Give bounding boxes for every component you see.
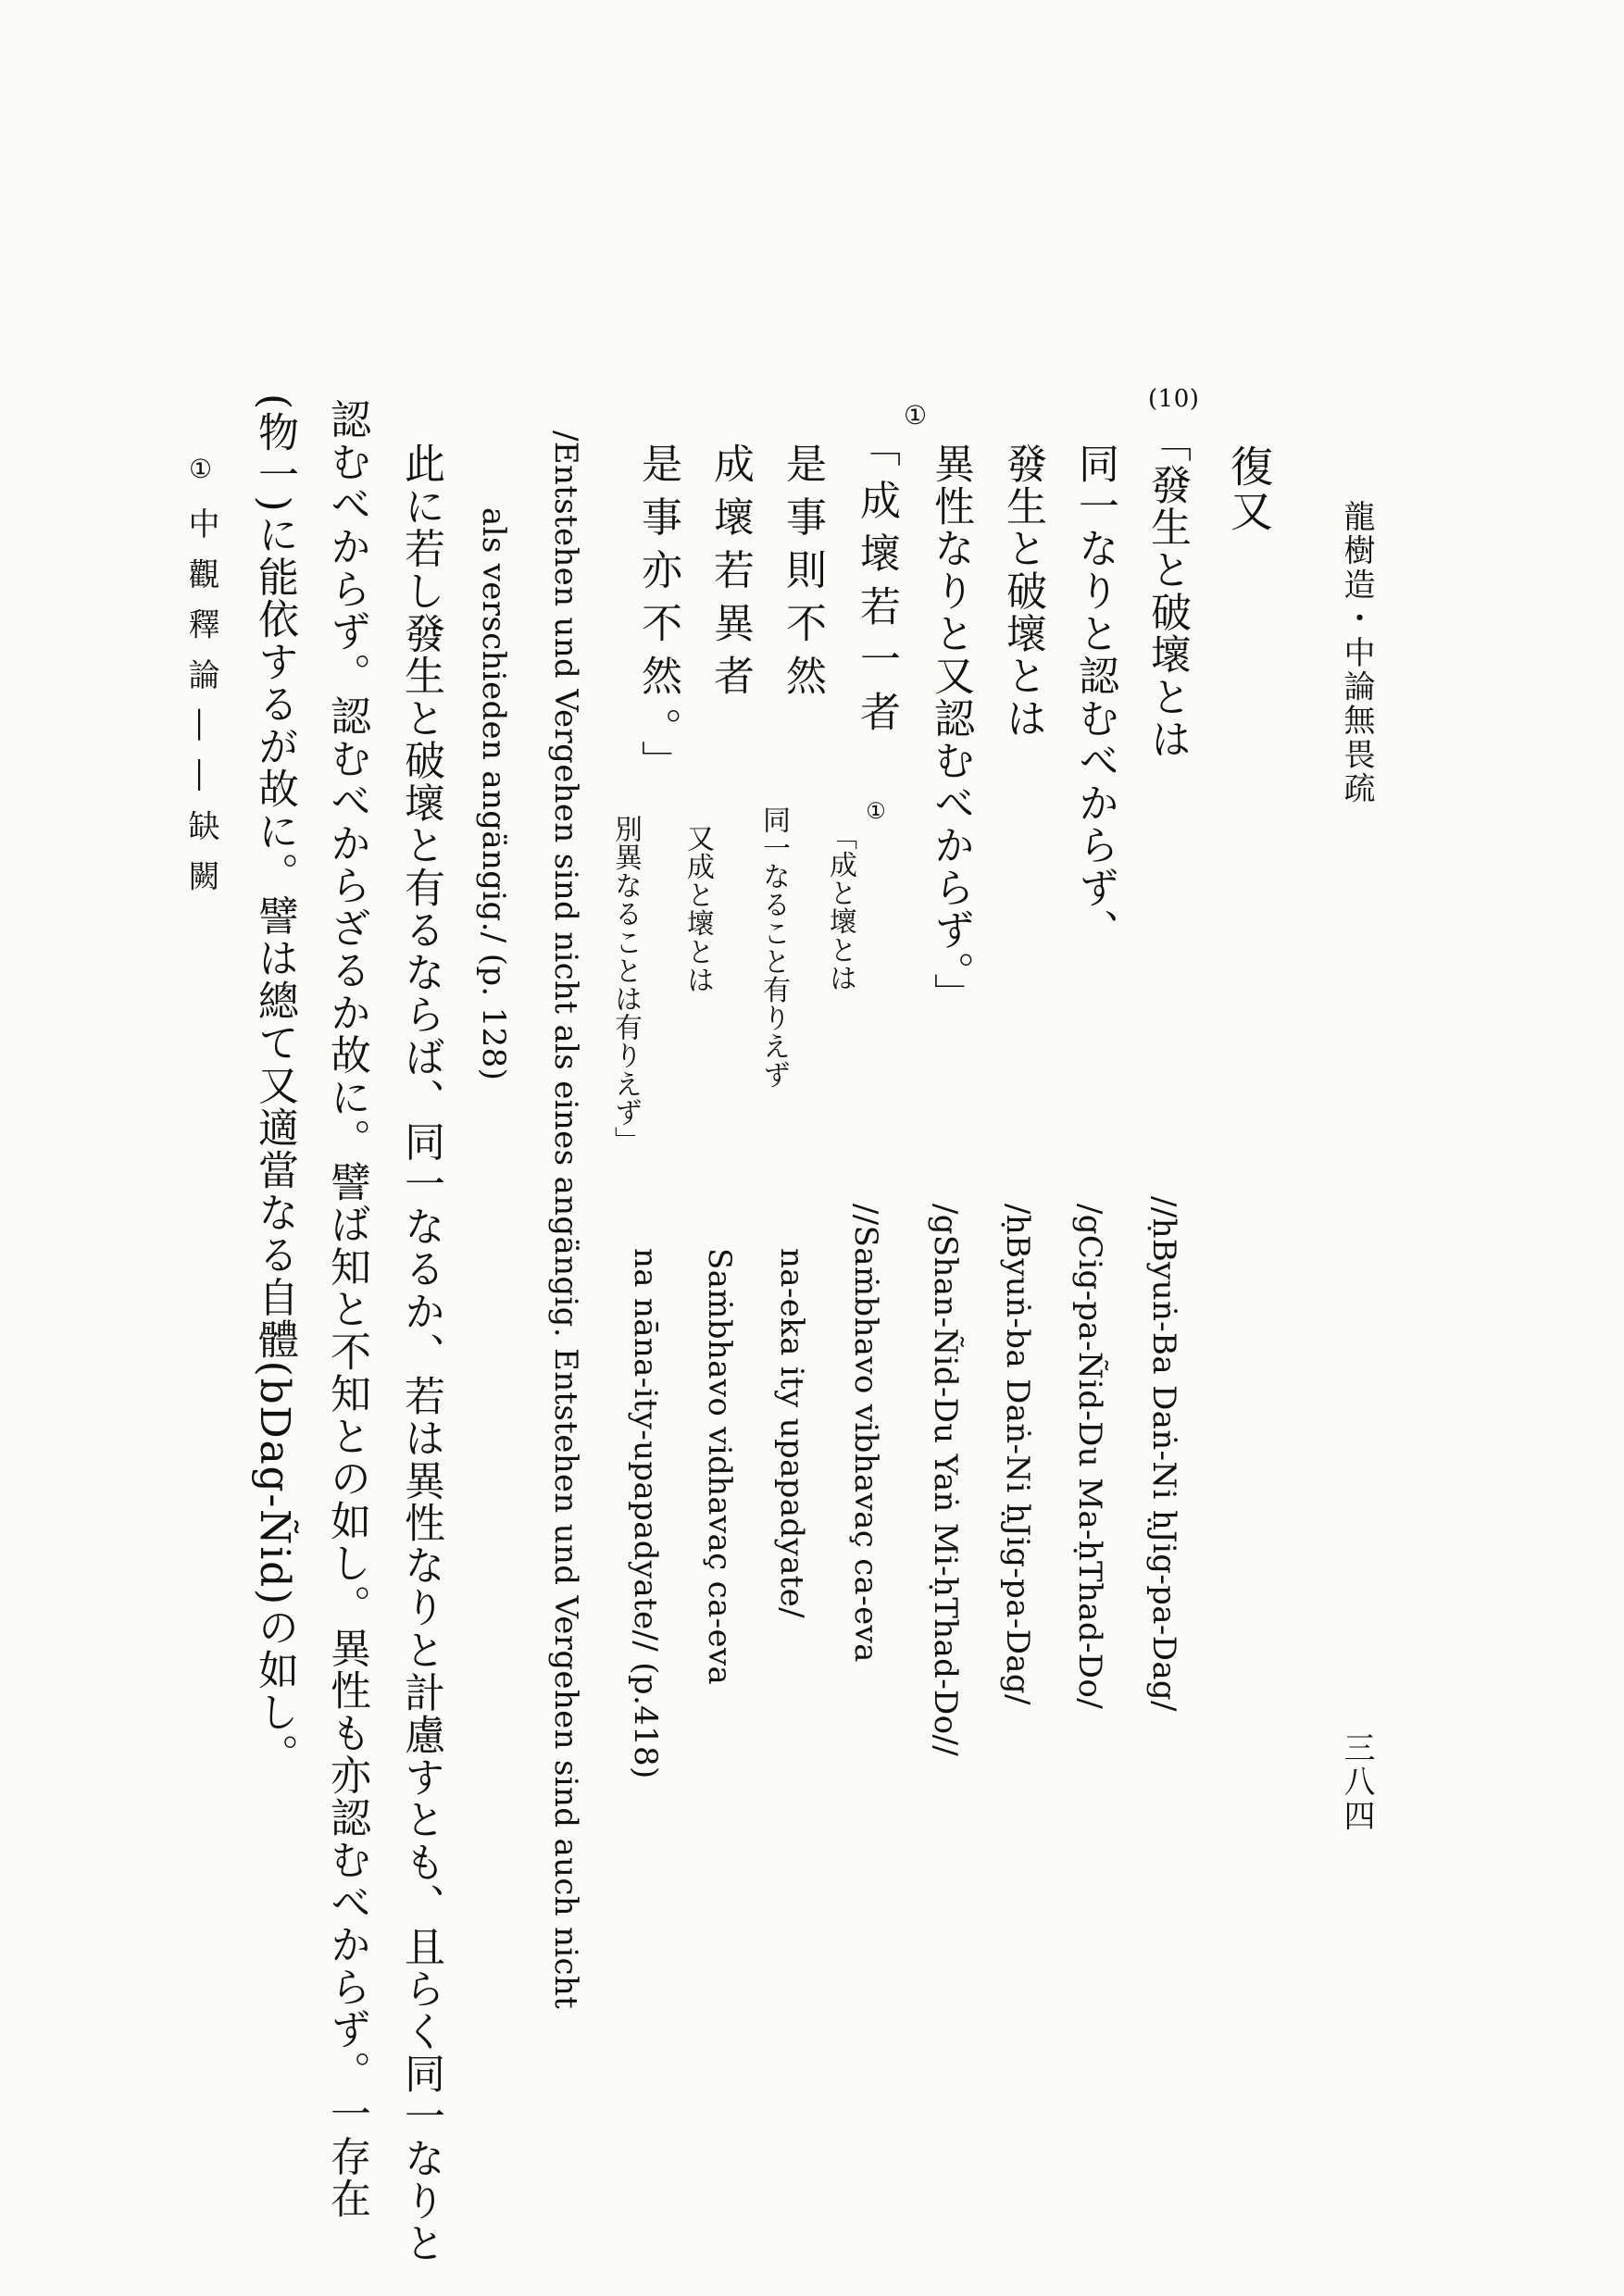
verse-number: (10) bbox=[1148, 385, 1200, 413]
tibetan-line-2: /gCig-pa-Ñid-Du Ma-ḥThad-Do/ bbox=[1071, 1204, 1108, 1709]
german-line-1: /Entstehen und Vergehen sind nicht als eines angängig. Entstehen und Vergehen sind auch nicht bbox=[547, 430, 584, 2010]
sanskrit-line-2: na-eka ity upapadyate/ bbox=[773, 1248, 810, 1618]
verse-line-3: 發生と破壞とは bbox=[999, 443, 1046, 740]
sanskrit-line-1: //Saṁbhavo vibhavaç ca-eva bbox=[847, 1204, 884, 1663]
chinese-gloss-2: 同一なること有りえず bbox=[757, 805, 790, 1089]
chinese-verse-line-2: 是事則不然 bbox=[779, 443, 826, 707]
chinese-verse-line-1: 「成壞若一者 bbox=[853, 426, 900, 744]
section-heading: 復又 bbox=[1224, 444, 1274, 533]
sanskrit-line-3: Saṁbhavo vidhavaç ca-eva bbox=[701, 1248, 738, 1686]
chinese-gloss-1: 「成と壞とは bbox=[824, 822, 856, 992]
tibetan-line-4: /gShan-Ñid-Du Yaṅ Mi-ḥThad-Do// bbox=[927, 1204, 964, 1757]
tibetan-line-3: /ḥByuṅ-ba Daṅ-Ni ḥJig-pa-Dag/ bbox=[999, 1204, 1036, 1705]
note-marker: ① bbox=[900, 400, 931, 430]
footnote-text: 中觀釋論――缺闕 bbox=[182, 507, 219, 911]
running-header: 龍樹造・中論無畏疏 bbox=[1338, 500, 1375, 806]
commentary-line-1: 此に若し發生と破壞と有るならば、同一なるか、若は異性なりと計慮すとも、且らく同一なりと bbox=[397, 443, 444, 2265]
verse-line-1: 「發生と破壞とは bbox=[1143, 421, 1191, 761]
gloss-marker: ① bbox=[863, 798, 889, 824]
tibetan-line-1: //ḥByuṅ-Ba Daṅ-Ni ḥJig-pa-Dag/ bbox=[1145, 1196, 1182, 1712]
verse-line-4: 異性なりと又認むべからず。」 bbox=[927, 443, 974, 1016]
chinese-verse-line-3: 成壞若異者 bbox=[706, 443, 754, 707]
commentary-line-2: 認むべからず。認むべからざるか故に。譬ば知と不知との如し。異性も亦認むべからず。一存在 bbox=[323, 398, 370, 2220]
german-line-2: als verschieden angängig./ (p. 128) bbox=[475, 507, 512, 1081]
chinese-verse-line-4: 是事亦不然。」 bbox=[634, 443, 681, 793]
page-number: 三八四 bbox=[1338, 1731, 1375, 1834]
commentary-line-3: (物一)に能依するが故に。譬は總て又適當なる自體(bDag-Ñid)の如し。 bbox=[251, 393, 298, 1776]
chinese-gloss-4: 別異なることは有りえず」 bbox=[609, 815, 642, 1155]
footnote-marker: ① bbox=[185, 454, 216, 484]
verse-line-2: 同一なりと認むべからず、 bbox=[1071, 443, 1118, 952]
sanskrit-line-4: na nāna-ity-upapadyate// (p.418) bbox=[627, 1248, 664, 1779]
chinese-gloss-3: 又成と壞とは bbox=[681, 824, 714, 994]
